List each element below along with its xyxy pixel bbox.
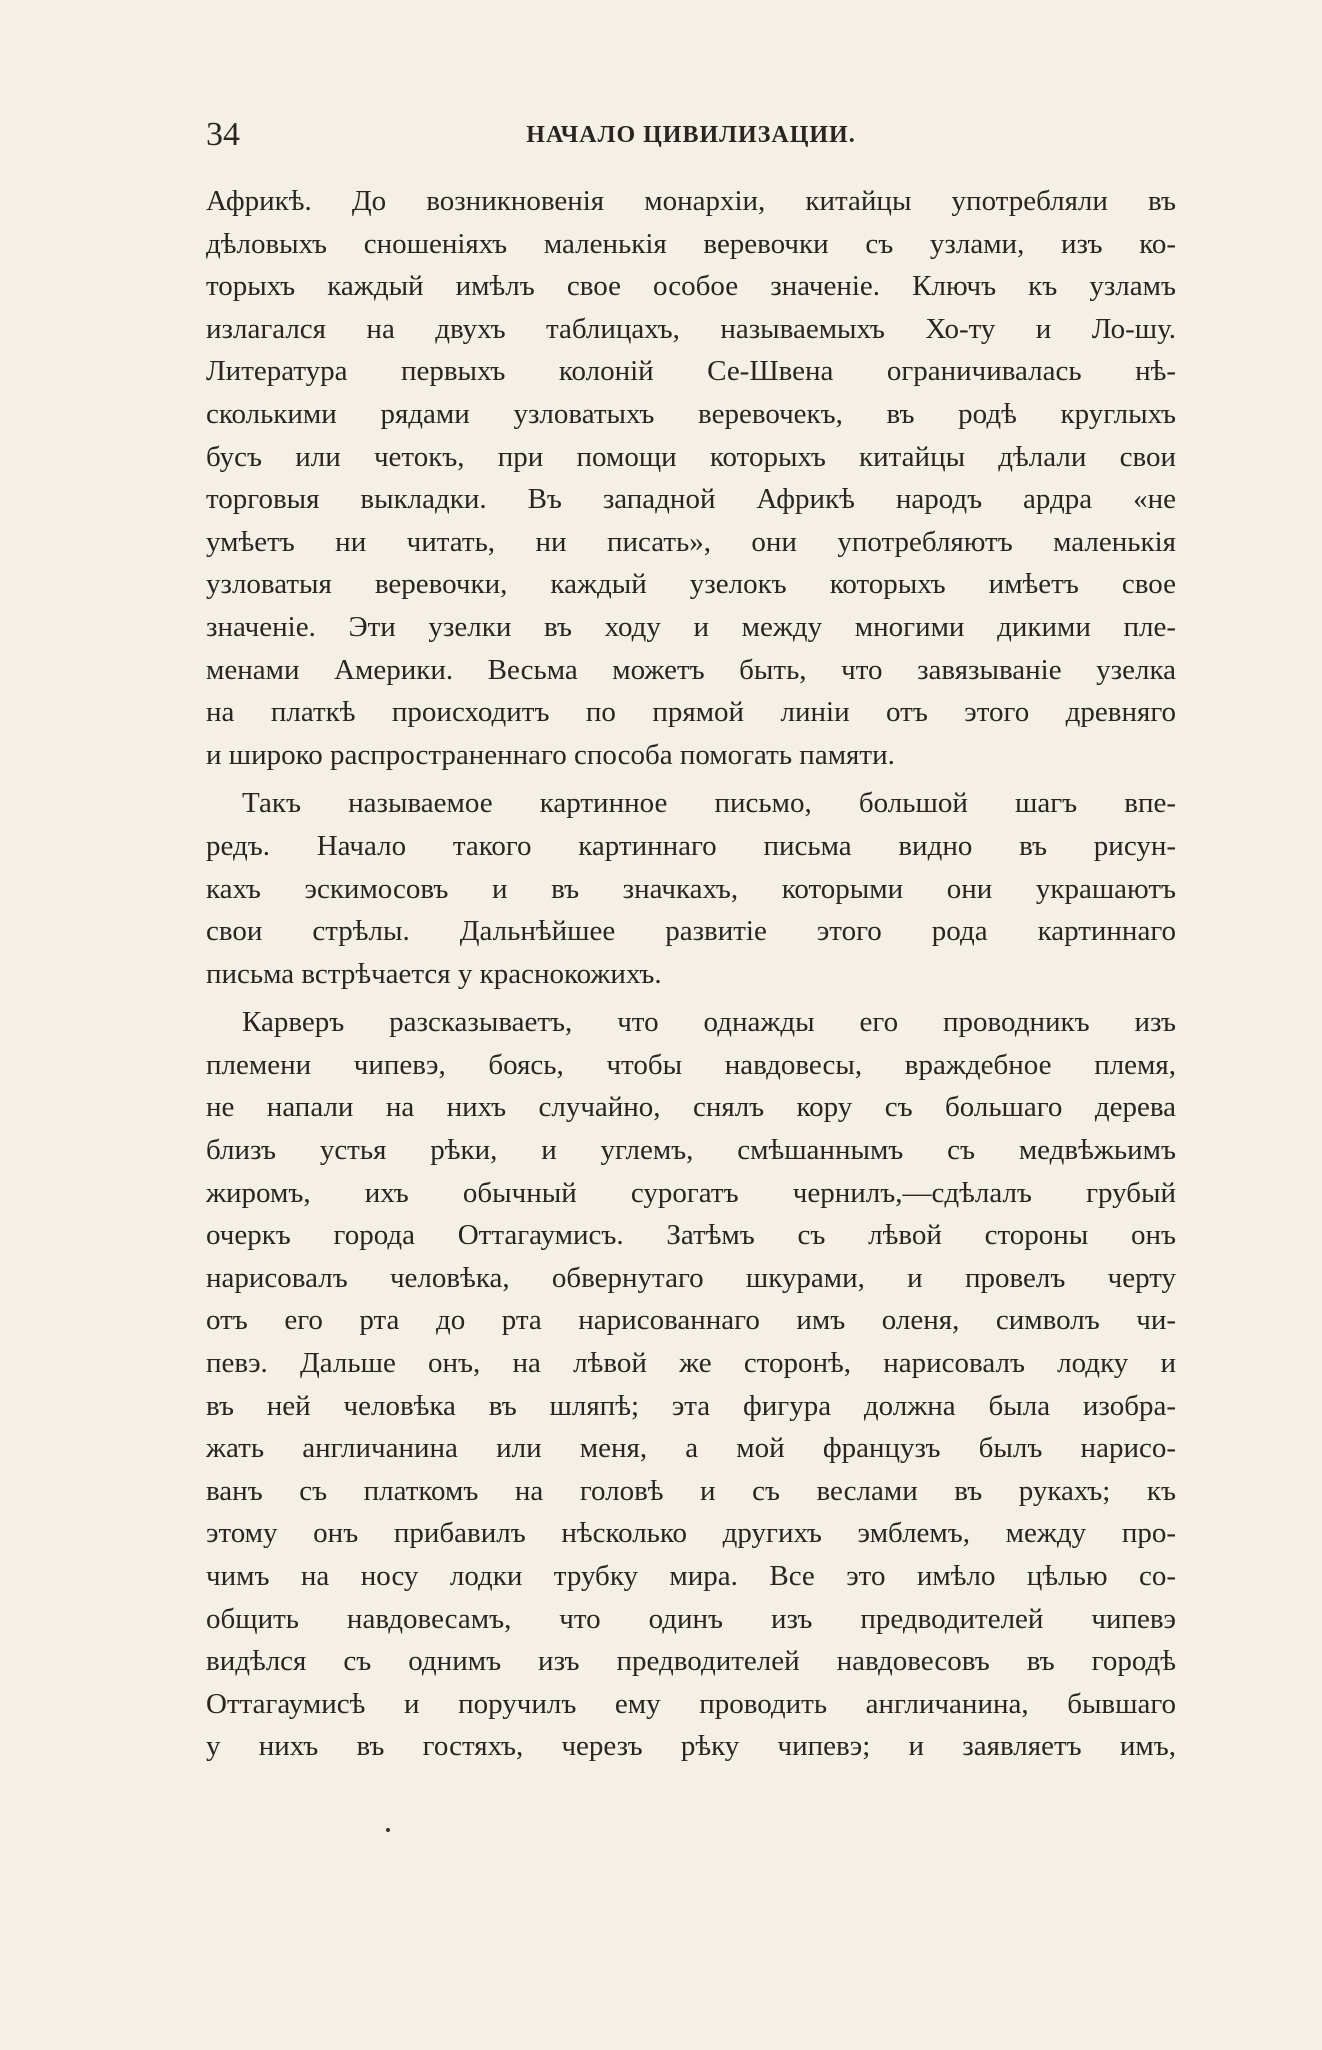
text-line: излагался на двухъ таблицахъ, называемыхъ Хо-ту и Ло-шу. <box>206 312 1176 345</box>
text-line: очеркъ города Оттагаумисъ. Затѣмъ съ лѣвой стороны онъ <box>206 1219 1176 1252</box>
text-line: общить навдовесамъ, что одинъ изъ предводителей чипевэ <box>206 1602 1176 1635</box>
text-line: у нихъ въ гостяхъ, черезъ рѣку чипевэ; и заявляетъ имъ, <box>206 1730 1176 1763</box>
paragraph-2 <box>206 782 1176 995</box>
text-line: Такъ называемое картинное письмо, большой шагъ впе- <box>242 787 1176 820</box>
text-line: ванъ съ платкомъ на головѣ и съ веслами въ рукахъ; къ <box>206 1474 1176 1507</box>
body-text <box>206 180 1176 1774</box>
text-line: Африкѣ. До возникновенія монархіи, китайцы употребляли въ <box>206 185 1176 217</box>
text-line: редъ. Начало такого картиннаго письма видно въ рисун- <box>206 829 1176 862</box>
text-line: видѣлся съ однимъ изъ предводителей навдовесовъ въ городѣ <box>206 1645 1176 1678</box>
text-line: Карверъ разсказываетъ, что однажды его проводникъ изъ <box>242 1006 1176 1039</box>
text-line: отъ его рта до рта нарисованнаго имъ оленя, символъ чи- <box>206 1304 1176 1337</box>
text-line: свои стрѣлы. Дальнѣйшее развитіе этого рода картиннаго <box>206 915 1176 948</box>
text-line: и широко распространеннаго способа помогать памяти. <box>206 738 895 771</box>
text-line: узловатыя веревочки, каждый узелокъ которыхъ имѣетъ свое <box>206 568 1176 601</box>
text-line: нарисовалъ человѣка, обвернутаго шкурами, и провелъ черту <box>206 1261 1176 1294</box>
text-line: сколькими рядами узловатыхъ веревочекъ, въ родѣ круглыхъ <box>206 397 1176 430</box>
running-title: НАЧАЛО ЦИВИЛИЗАЦИИ. <box>526 122 856 148</box>
ink-speck <box>386 1828 390 1832</box>
text-line: кахъ эскимосовъ и въ значкахъ, которыми они украшаютъ <box>206 872 1176 905</box>
text-line: бусъ или четокъ, при помощи которыхъ китайцы дѣлали свои <box>206 440 1176 473</box>
text-line: близъ устья рѣки, и углемъ, смѣшаннымъ съ медвѣжьимъ <box>206 1134 1176 1167</box>
text-line: жать англичанина или меня, а мой французъ былъ нарисо- <box>206 1432 1176 1465</box>
paragraph-1 <box>206 180 1176 776</box>
text-line: торговыя выкладки. Въ западной Африкѣ народъ ардра «не <box>206 483 1176 516</box>
page-number: 34 <box>206 116 240 153</box>
text-line: значеніе. Эти узелки въ ходу и между многими дикими пле- <box>206 610 1176 643</box>
text-line: не напали на нихъ случайно, снялъ кору съ большаго дерева <box>206 1091 1176 1124</box>
text-line: дѣловыхъ сношеніяхъ маленькія веревочки съ узлами, изъ ко- <box>206 227 1176 260</box>
text-line: племени чипевэ, боясь, чтобы навдовесы, враждебное племя, <box>206 1048 1176 1081</box>
text-line: этому онъ прибавилъ нѣсколько другихъ эмблемъ, между про- <box>206 1517 1176 1550</box>
text-line: Литература первыхъ колоній Се-Швена ограничивалась нѣ- <box>206 355 1176 388</box>
text-line: на платкѣ происходитъ по прямой линіи отъ этого древняго <box>206 696 1176 729</box>
text-line: Оттагаумисѣ и поручилъ ему проводить англичанина, бывшаго <box>206 1687 1176 1720</box>
text-line: умѣетъ ни читать, ни писать», они употребляютъ маленькія <box>206 525 1176 558</box>
text-line: письма встрѣчается у краснокожихъ. <box>206 957 662 990</box>
text-line: торыхъ каждый имѣлъ свое особое значеніе. Ключъ къ узламъ <box>206 270 1176 303</box>
paragraph-3 <box>206 1001 1176 1768</box>
text-line: въ ней человѣка въ шляпѣ; эта фигура должна была изобра- <box>206 1389 1176 1422</box>
text-line: жиромъ, ихъ обычный сурогатъ чернилъ,—сдѣлалъ грубый <box>206 1176 1176 1209</box>
text-line: менами Америки. Весьма можетъ быть, что завязываніе узелка <box>206 653 1176 686</box>
text-line: чимъ на носу лодки трубку мира. Все это имѣло цѣлью со- <box>206 1560 1176 1592</box>
text-line: певэ. Дальше онъ, на лѣвой же сторонѣ, нарисовалъ лодку и <box>206 1347 1176 1380</box>
page-header <box>206 110 1176 160</box>
